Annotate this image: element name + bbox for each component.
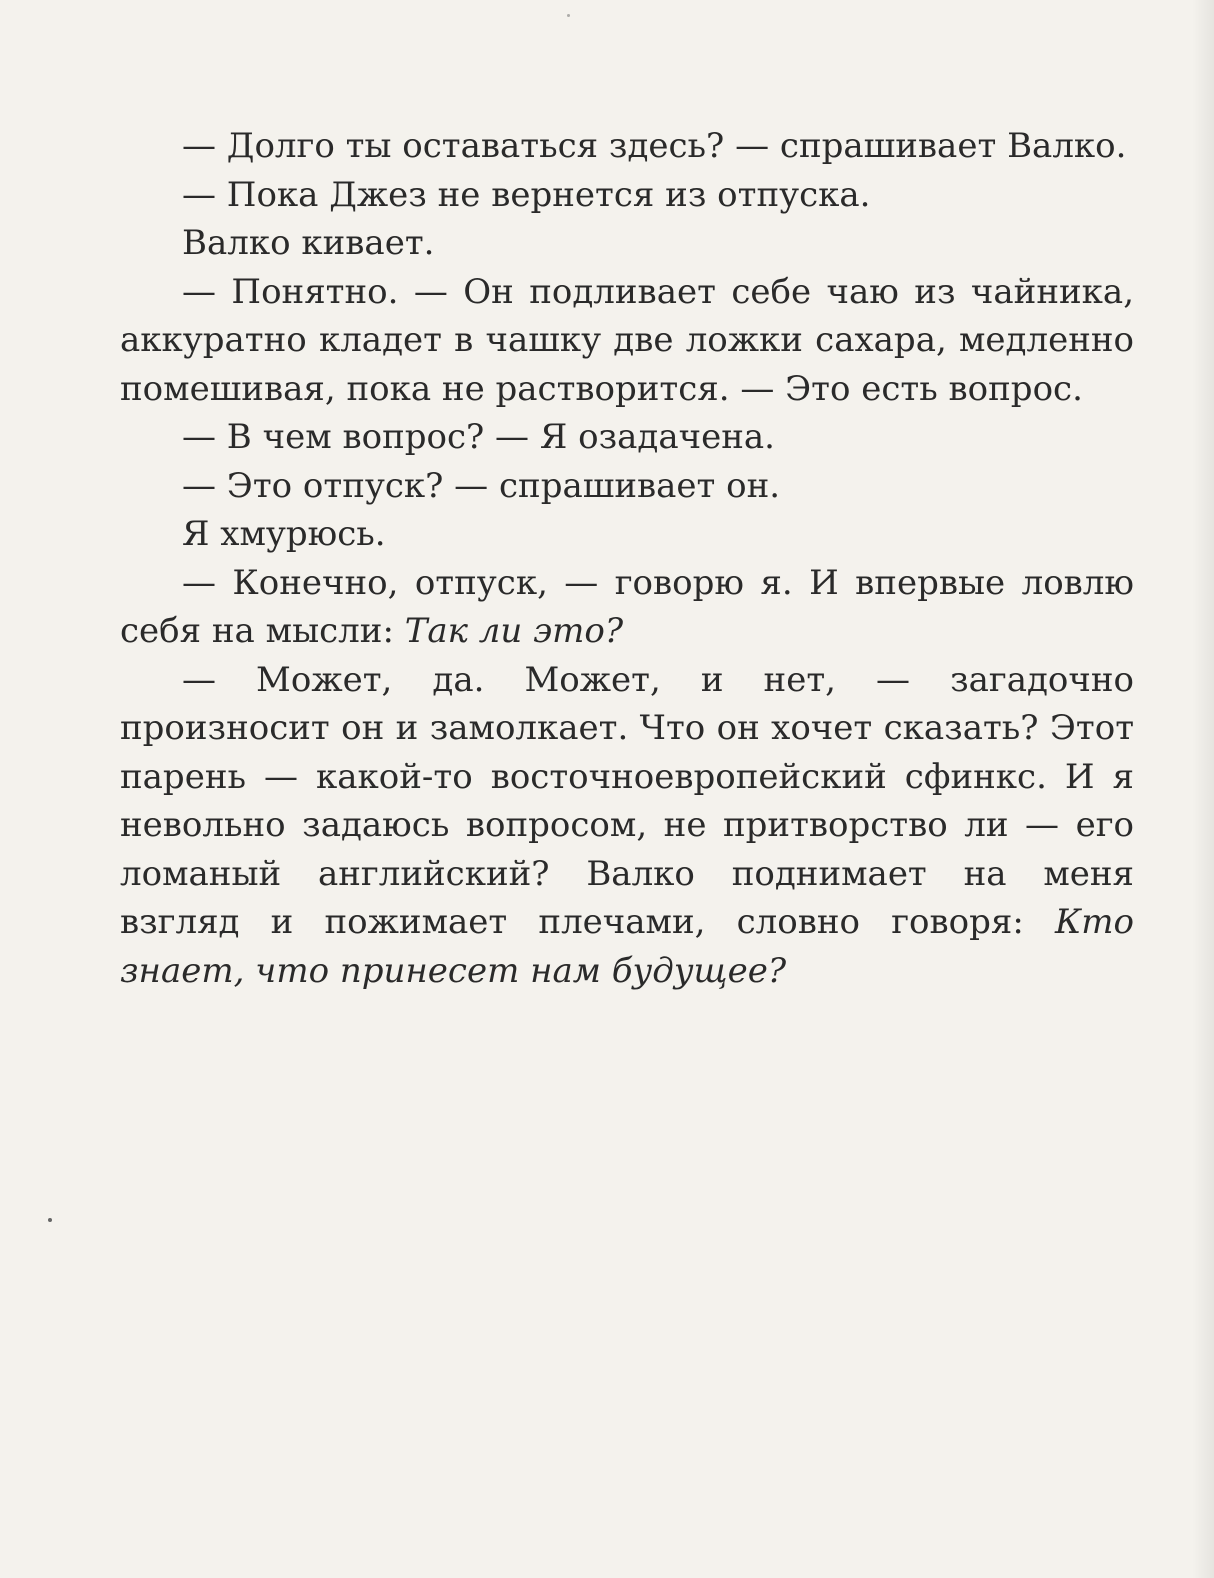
paragraph: — Долго ты оставаться здесь? — спрашивает Валко. — [182, 126, 1127, 166]
italic-thought: Так ли это? — [404, 611, 624, 651]
paragraph: — Пока Джез не вернется из отпуска. — [182, 174, 871, 215]
paper-speck — [48, 1218, 52, 1222]
paper-speck — [567, 14, 570, 17]
paragraph: — Это отпуск? — спрашивает он. — [182, 465, 781, 506]
paragraph: — Понятно. — Он подливает себе чаю из чайника, аккуратно кладет в чашку две ложки сахара, медленно помешивая, пока не растворится. — Это есть вопрос. — [120, 271, 1134, 409]
page-body-text — [120, 122, 1134, 995]
paragraph: — Конечно, отпуск, — говорю я. И впервые ловлю себя на мысли: Так ли это? — [120, 562, 1134, 651]
page-edge-shadow — [1192, 0, 1214, 1578]
italic-thought: Кто знает, что принесет нам будущее? — [120, 902, 1134, 991]
paragraph: — Может, да. Может, и нет, — загадочно произносит он и замолкает. Что он хочет сказать? Этот парень — какой-то восточноевропейский сфинкс. И я невольно задаюсь вопросом, не притворство ли — его ломаный английский? Валко поднимает на меня взгляд и пожимает плечами, словно говоря: Кто знает, что принесет нам будущее? — [120, 659, 1134, 991]
paragraph: Валко кивает. — [182, 223, 435, 263]
paragraph: — В чем вопрос? — Я озадачена. — [182, 417, 775, 457]
paragraph: Я хмурюсь. — [182, 514, 386, 554]
